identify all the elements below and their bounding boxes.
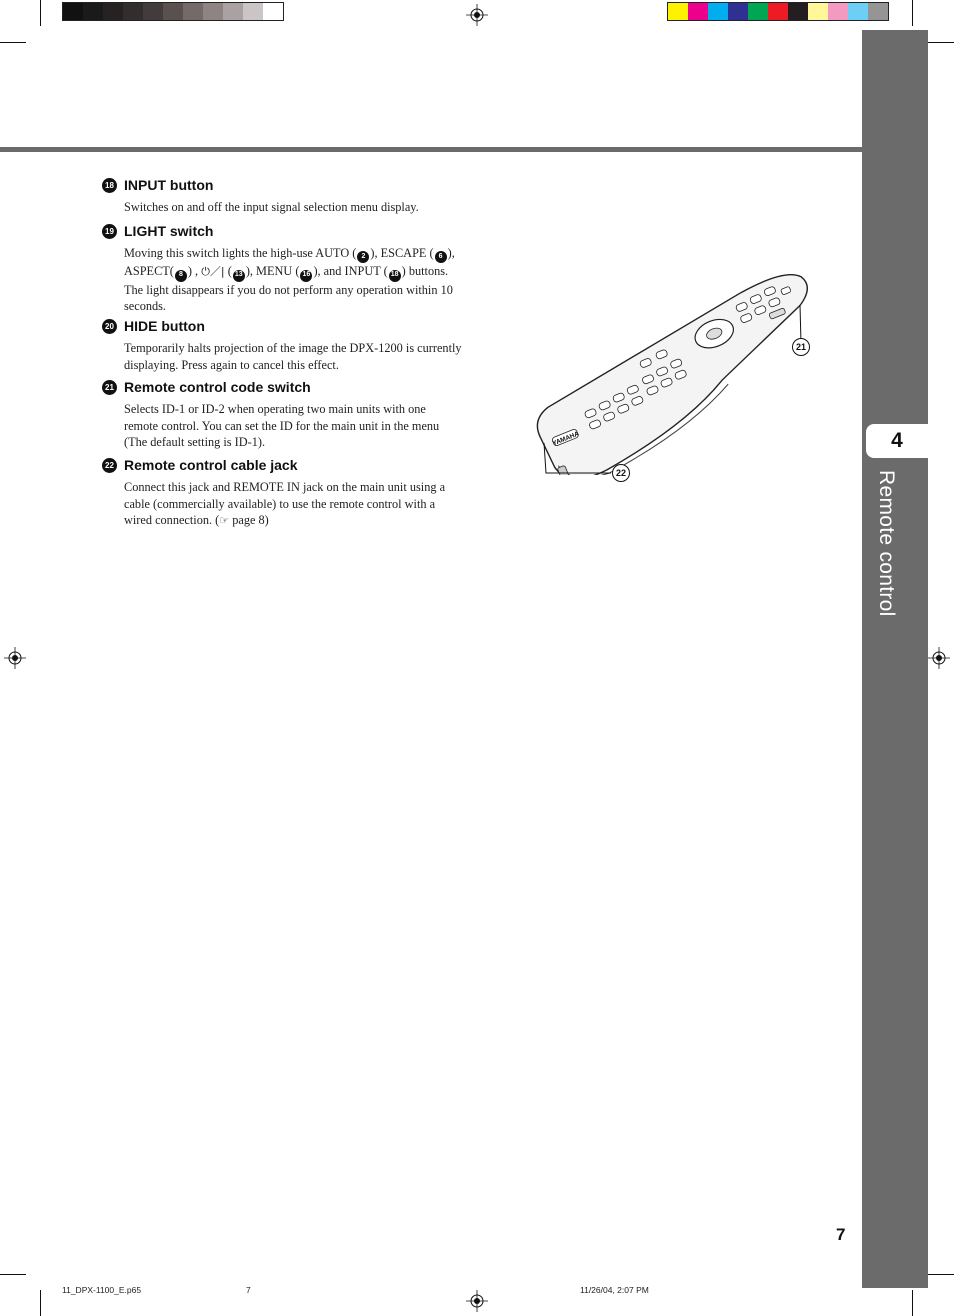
registration-mark-icon [928, 647, 950, 669]
color-swatch [788, 3, 808, 20]
callout-22: 22 [612, 464, 630, 482]
body-text: ), ASPECT( [124, 246, 455, 279]
crop-mark [40, 1290, 41, 1316]
brand-text: YAMAHA [551, 430, 581, 448]
body-text: Switches on and off the input signal selection menu display. [124, 200, 419, 214]
page-reference-icon: ☞ [219, 514, 230, 527]
item-ref-badge: 13 [233, 270, 245, 282]
body-text: page 8) [229, 513, 269, 527]
body-text: ), MENU ( [245, 264, 300, 279]
registration-mark-icon [466, 1290, 488, 1312]
section-cable-jack [102, 456, 462, 530]
body-text: ( [224, 264, 232, 279]
body-text: Selects ID-1 or ID-2 when operating two main units with one remote control. You can set the ID for the main unit in the menu (The default setting is ID-1). [124, 402, 440, 449]
standby-on-icon: ⏻／| [201, 265, 225, 279]
callout-21: 21 [792, 338, 810, 356]
footer-page: 7 [246, 1285, 251, 1295]
item-ref-badge: 8 [175, 270, 187, 282]
body-text: Moving this switch lights the high-use AUTO ( [124, 246, 357, 260]
item-ref-badge: 6 [435, 251, 447, 263]
color-swatch [668, 3, 688, 20]
item-number-badge: 22 [102, 458, 117, 473]
gray-swatch [163, 3, 183, 20]
color-swatch [728, 3, 748, 20]
item-number-badge: 20 [102, 319, 117, 334]
item-ref-badge: 16 [300, 270, 312, 282]
crop-mark [928, 1274, 954, 1275]
section-body [124, 401, 462, 451]
cmyk-color-bar [667, 2, 889, 21]
section-light-switch [102, 222, 462, 315]
body-text: ), ESCAPE ( [370, 246, 434, 260]
section-heading [102, 176, 462, 194]
section-hide-button [102, 317, 462, 373]
section-body [124, 245, 462, 315]
crop-mark [0, 1274, 26, 1275]
gray-swatch [123, 3, 143, 20]
item-number-badge: 18 [102, 178, 117, 193]
section-input-button [102, 176, 462, 216]
crop-mark [928, 42, 954, 43]
gray-swatch [263, 3, 283, 20]
section-heading [102, 378, 462, 396]
body-text: Connect this jack and REMOTE IN jack on the main unit using a cable (commercially available) to use the remote control with a wired connection. ( [124, 480, 446, 527]
header-rule [0, 147, 862, 152]
section-code-switch [102, 378, 462, 451]
section-heading [102, 317, 462, 335]
gray-swatch [143, 3, 163, 20]
page-number: 7 [836, 1225, 846, 1244]
gray-swatch [63, 3, 83, 20]
gray-swatch [83, 3, 103, 20]
gray-swatch [183, 3, 203, 20]
section-body [124, 340, 462, 373]
footer-file: 11_DPX-1100_E.p65 [62, 1285, 142, 1295]
crop-mark [912, 1290, 913, 1316]
crop-mark [0, 42, 26, 43]
section-title: Remote control cable jack [124, 457, 298, 473]
item-number-badge: 19 [102, 224, 117, 239]
color-swatch [708, 3, 728, 20]
registration-mark-icon [4, 647, 26, 669]
section-title: HIDE button [124, 318, 205, 334]
footer-timestamp: 11/26/04, 2:07 PM [580, 1285, 649, 1295]
gray-swatch [103, 3, 123, 20]
section-title: INPUT button [124, 177, 214, 193]
remote-control-illustration [515, 265, 835, 475]
item-number-badge: 21 [102, 380, 117, 395]
color-swatch [688, 3, 708, 20]
color-swatch [768, 3, 788, 20]
body-text: ) , [187, 264, 202, 279]
color-swatch [828, 3, 848, 20]
crop-mark [912, 0, 913, 26]
gray-swatch [203, 3, 223, 20]
chapter-side-tab [862, 30, 928, 1288]
color-swatch [808, 3, 828, 20]
color-swatch [848, 3, 868, 20]
section-heading [102, 456, 462, 474]
registration-mark-icon [466, 4, 488, 26]
color-swatch [748, 3, 768, 20]
chapter-number: 4 [866, 424, 928, 458]
chapter-title: Remote control [875, 470, 898, 617]
gray-swatch [243, 3, 263, 20]
item-ref-badge: 2 [357, 251, 369, 263]
section-body [124, 479, 462, 530]
section-title: Remote control code switch [124, 379, 311, 395]
item-ref-badge: 18 [389, 270, 401, 282]
section-body [124, 199, 462, 216]
body-text: Temporarily halts projection of the image the DPX-1200 is currently displaying. Press again to cancel this effect. [124, 341, 462, 372]
section-heading [102, 222, 462, 240]
body-text: ), and INPUT ( [313, 264, 388, 279]
body-text: ) buttons. The light disappears if you do not perform any operation within 10 seconds. [124, 264, 453, 313]
gray-swatch [223, 3, 243, 20]
color-swatch [868, 3, 888, 20]
crop-mark [40, 0, 41, 26]
gray-color-bar [62, 2, 284, 21]
section-title: LIGHT switch [124, 223, 214, 239]
